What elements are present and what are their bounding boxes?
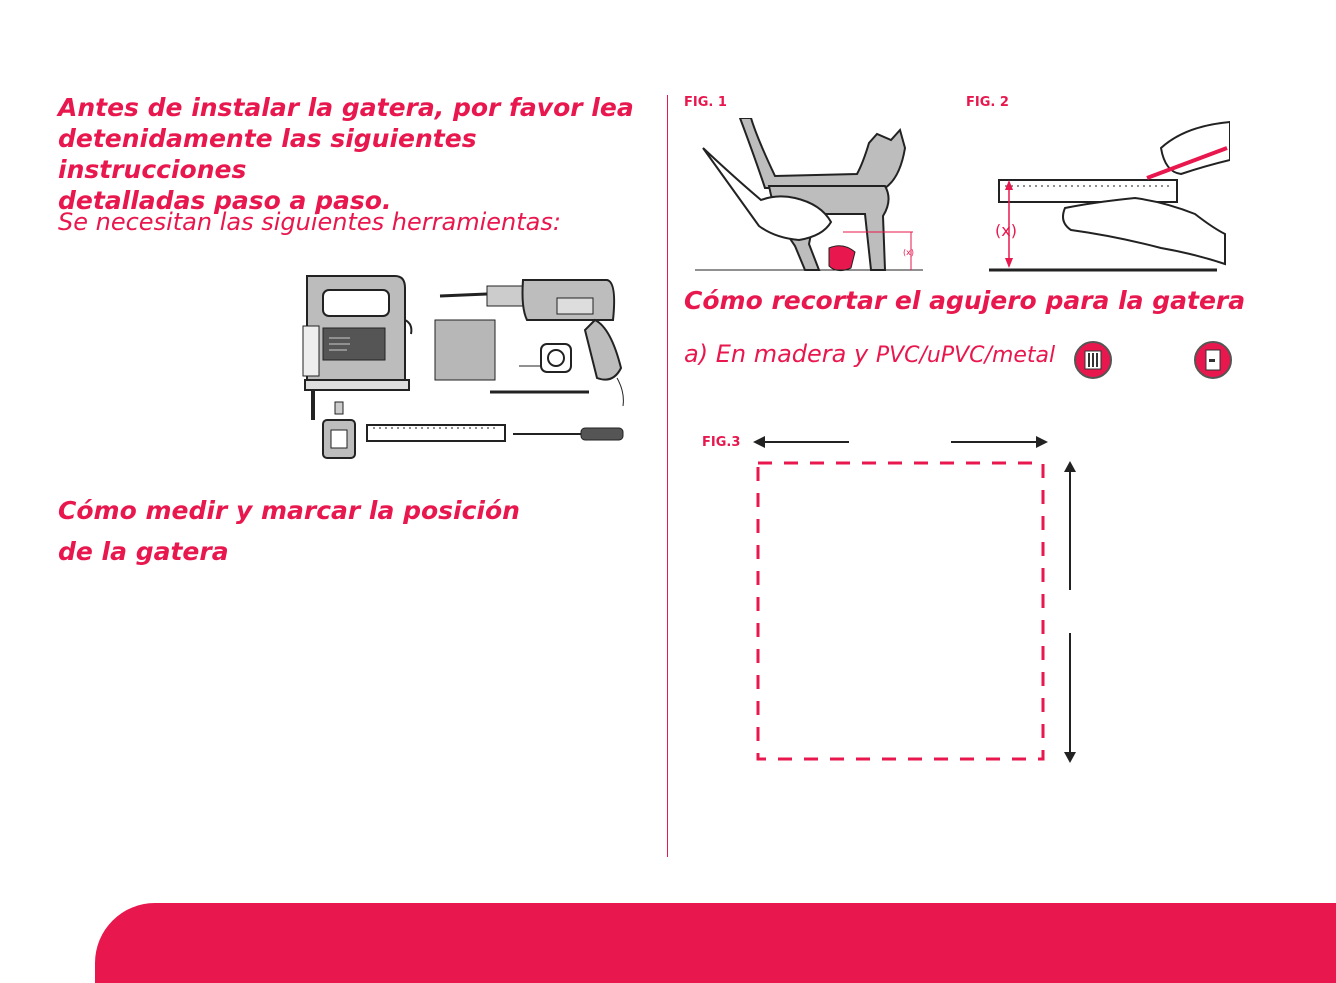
arrow-right-icon: [1036, 436, 1048, 448]
jigsaw-cut-icon: [1074, 341, 1112, 379]
subsection-a-title: [684, 340, 1055, 368]
arrow-up-icon: [1064, 461, 1076, 472]
arrow-down-icon: [1064, 752, 1076, 763]
subsection-a-materials: PVC/uPVC/metal: [875, 343, 1056, 368]
fig2-label: FIG. 2: [966, 95, 1009, 110]
measure-heading: [58, 490, 578, 572]
cut-hole-heading: Cómo recortar el agujero para la gatera: [684, 286, 1246, 315]
fig1-cat-measure-illustration: [695, 118, 925, 276]
intro-line-3: detalladas paso a paso.: [58, 186, 392, 215]
fig2-x-mark: (x): [995, 221, 1017, 240]
jigsaw-icon: [303, 276, 411, 420]
cutout-outline: [758, 463, 1043, 759]
intro-line-2: detenidamente las siguientes instrucciones: [58, 124, 477, 184]
door-panel-icon: [1194, 341, 1232, 379]
ruler-measure-icon: [999, 180, 1177, 202]
tools-illustration: [295, 268, 635, 463]
hand-holding-ruler-icon: [1063, 198, 1225, 264]
glue-bottle-icon: [323, 402, 355, 458]
fig2-marking-illustration: [985, 118, 1230, 276]
cat-icon: [740, 118, 905, 270]
ruler-icon: [367, 425, 505, 441]
tape-measure-red-icon: [829, 246, 855, 271]
fig3-label: FIG.3: [702, 435, 741, 450]
tape-measure-icon: [519, 344, 571, 372]
fig3-cutout-template: [745, 430, 1090, 770]
drill-bit-icon: [440, 294, 487, 296]
subsection-a-prefix: a) En madera y: [684, 340, 876, 368]
screwdriver-icon: [513, 428, 623, 440]
measure-heading-line-2: de la gatera: [58, 537, 229, 566]
fig1-label: FIG. 1: [684, 95, 727, 110]
intro-heading: [58, 92, 638, 216]
hand-with-pencil-icon: [1161, 122, 1230, 174]
measure-heading-line-1: Cómo medir y marcar la posición: [58, 496, 520, 525]
tools-needed-text: Se necesitan las siguientes herramientas:: [58, 208, 561, 236]
arrow-left-icon: [753, 436, 765, 448]
fig1-x-mark: (x): [903, 248, 914, 257]
column-divider: [667, 95, 668, 857]
intro-line-1: Antes de instalar la gatera, por favor lea: [58, 93, 634, 122]
sandpaper-icon: [435, 320, 495, 380]
footer-band: [95, 903, 1336, 983]
